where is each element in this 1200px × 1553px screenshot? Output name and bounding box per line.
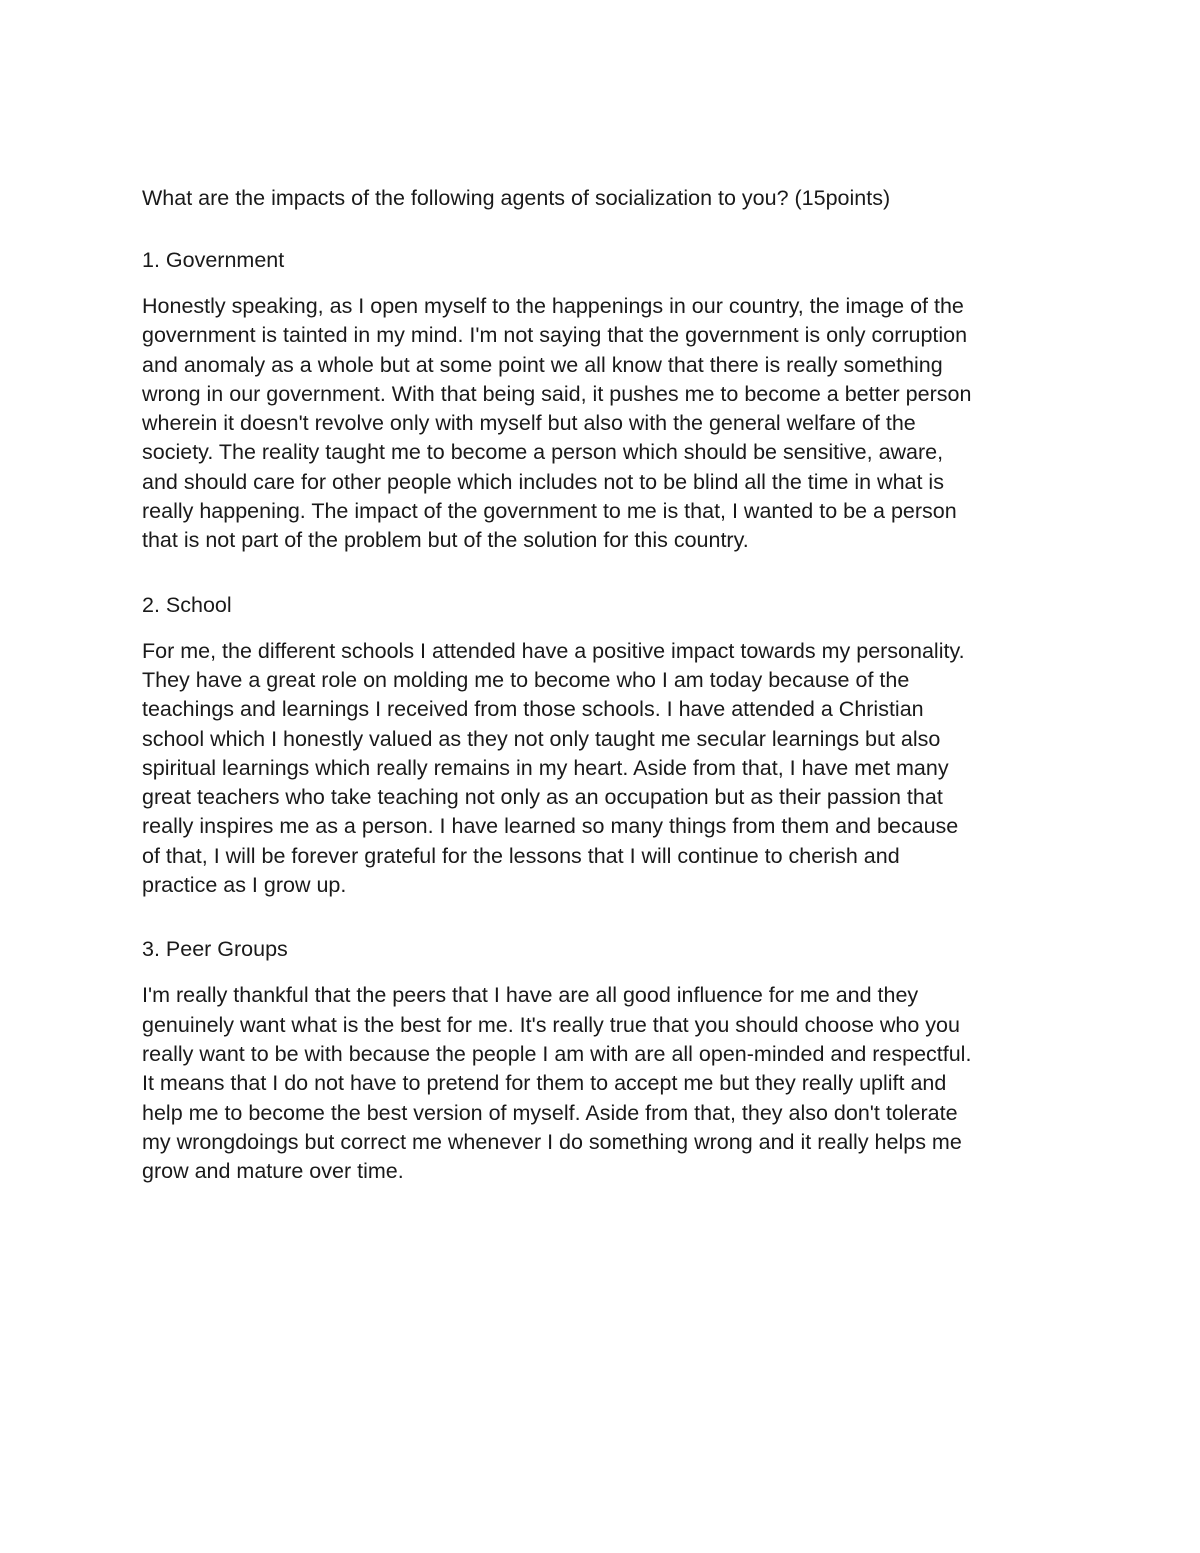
paragraph-line: It means that I do not have to pretend for them to accept me but they really uplift and	[142, 1071, 947, 1096]
paragraph-line: spiritual learnings which really remains in my heart. Aside from that, I have met many	[142, 755, 949, 780]
section-government	[142, 246, 1057, 591]
paragraph-line: government is tainted in my mind. I'm not saying that the government is only corruption	[142, 323, 968, 348]
paragraph-line: and should care for other people which includes not to be blind all the time in what is	[142, 469, 944, 494]
paragraph-line: help me to become the best version of myself. Aside from that, they also don't tolerate	[142, 1100, 958, 1125]
paragraph-line: that is not part of the problem but of the solution for this country.	[142, 528, 749, 553]
paragraph-line: genuinely want what is the best for me. It's really true that you should choose who you	[142, 1012, 960, 1037]
paragraph-line: practice as I grow up.	[142, 873, 347, 898]
section-heading-school: 2. School	[142, 592, 232, 617]
paragraph-line: They have a great role on molding me to become who I am today because of the	[142, 667, 910, 692]
paragraph-line: really want to be with because the people I am with are all open-minded and respectful.	[142, 1041, 972, 1066]
section-heading-peer-groups: 3. Peer Groups	[142, 937, 288, 962]
paragraph-line: and anomaly as a whole but at some point we all know that there is really something	[142, 352, 943, 377]
paragraph-line: For me, the different schools I attended have a positive impact towards my personality.	[142, 638, 965, 663]
paragraph-government	[142, 292, 1057, 556]
section-spacer	[142, 900, 1057, 935]
paragraph-line: my wrongdoings but correct me whenever I do something wrong and it really helps me	[142, 1129, 962, 1154]
paragraph-line: of that, I will be forever grateful for the lessons that I will continue to cherish and	[142, 843, 900, 868]
question-title: What are the impacts of the following agents of socialization to you? (15points)	[142, 186, 891, 210]
section-spacer	[142, 556, 1057, 591]
paragraph-line: really inspires me as a person. I have learned so many things from them and because	[142, 814, 959, 839]
document-page	[142, 184, 1057, 1186]
paragraph-line: society. The reality taught me to become a person which should be sensitive, aware,	[142, 440, 944, 465]
paragraph-line: really happening. The impact of the government to me is that, I wanted to be a person	[142, 499, 957, 524]
paragraph-peer-groups	[142, 981, 1057, 1186]
paragraph-line: I'm really thankful that the peers that I have are all good influence for me and they	[142, 983, 919, 1008]
paragraph-line: grow and mature over time.	[142, 1159, 404, 1184]
paragraph-line: school which I honestly valued as they not only taught me secular learnings but also	[142, 726, 941, 751]
paragraph-line: Honestly speaking, as I open myself to the happenings in our country, the image of the	[142, 294, 964, 318]
section-school	[142, 591, 1057, 936]
paragraph-line: wrong in our government. With that being said, it pushes me to become a better person	[142, 381, 972, 406]
paragraph-line: teachings and learnings I received from those schools. I have attended a Christian	[142, 697, 924, 722]
section-peer-groups	[142, 935, 1057, 1186]
paragraph-line: great teachers who take teaching not only as an occupation but as their passion that	[142, 785, 943, 810]
paragraph-line: wherein it doesn't revolve only with myself but also with the general welfare of the	[142, 411, 916, 436]
paragraph-school	[142, 637, 1057, 901]
section-heading-government: 1. Government	[142, 248, 285, 272]
